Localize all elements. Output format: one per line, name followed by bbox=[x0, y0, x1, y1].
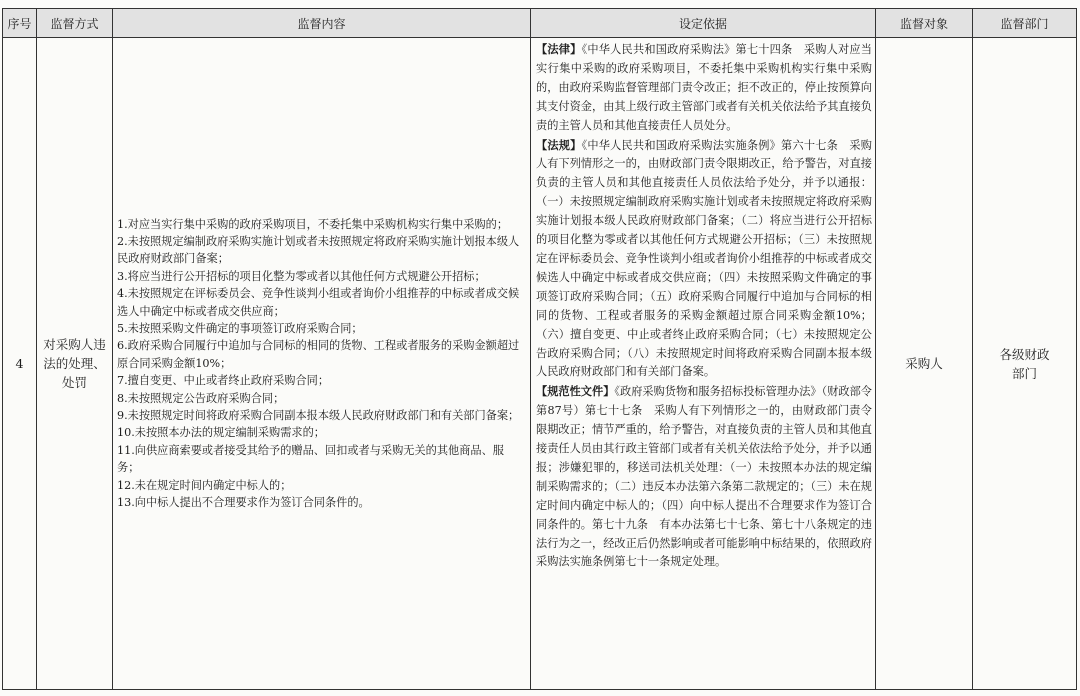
basis-text: 《政府采购货物和服务招标投标管理办法》（财政部令第87号）第七十七条 采购人有下列情形之一的，由财政部门责令限期改正；情节严重的，给予警告，对直接负责的主管人员和其他直接责任人员由其行政主管部门或者有关机关依法给予处分，并予以通报；涉嫌犯罪的，移送司法机关处理：（一）未按照本办法的规定编制采购需求的；（二）违反本办法第六条第二款规定的；（三）未在规定时间内确定中标人的；（四）向中标人提出不合理要求作为签订合同条件的。第七十九条 有本办法第七十七条、第七十八条规定的违法行为之一，经改正后仍然影响或者可能影响中标结果的，依照政府采购法实施条例第七十一条规定处理。 bbox=[536, 385, 872, 569]
header-no: 序号 bbox=[3, 9, 37, 38]
header-department: 监督部门 bbox=[973, 9, 1077, 38]
header-method: 监督方式 bbox=[37, 9, 113, 38]
content-item: 8.未按照规定公告政府采购合同； bbox=[117, 391, 285, 405]
header-basis: 设定依据 bbox=[531, 9, 876, 38]
supervision-content bbox=[113, 38, 531, 690]
table-row bbox=[3, 38, 1077, 690]
basis-normative-document bbox=[536, 382, 872, 572]
basis-tag: 【法规】 bbox=[536, 137, 582, 152]
basis-tag: 【法律】 bbox=[536, 42, 582, 56]
supervision-department: 各级财政部门 bbox=[973, 38, 1077, 690]
supervision-method: 对采购人违法的处理、处罚 bbox=[37, 38, 113, 690]
content-item: 13.向中标人提出不合理要求作为签订合同条件的。 bbox=[117, 496, 370, 510]
content-item: 9.未按照规定时间将政府采购合同副本报本级人民政府财政部门和有关部门备案； bbox=[117, 409, 520, 423]
content-item: 2.未按照规定编制政府采购实施计划或者未按照规定将政府采购实施计划报本级人民政府财政部门备案； bbox=[117, 234, 520, 266]
row-number: 4 bbox=[3, 38, 37, 690]
supervision-target: 采购人 bbox=[876, 38, 973, 690]
content-item: 7.擅自变更、中止或者终止政府采购合同； bbox=[117, 374, 330, 388]
header-content: 监督内容 bbox=[113, 9, 531, 38]
content-item: 11.向供应商索要或者接受其给予的赠品、回扣或者与采购无关的其他商品、服务； bbox=[117, 443, 504, 475]
basis-text: 《中华人民共和国政府采购法实施条例》第六十七条 采购人有下列情形之一的，由财政部门责令限期改正，给予警告，对直接负责的主管人员和其他直接责任人员依法给予处分，并予以通报：（一）未按照规定编制政府采购实施计划或者未按照规定将政府采购实施计划报本级人民政府财政部门备案；（二）将应当进行公开招标的项目化整为零或者以其他任何方式规避公开招标；（三）未按照规定在评标委员会、竞争性谈判小组或者询价小组推荐的中标或者成交候选人中确定中标或者成交供应商；（四）未按照采购文件确定的事项签订政府采购合同；（五）政府采购合同履行中追加与合同标的相同的货物、工程或者服务的采购金额超过原合同采购金额10%；（六）擅自变更、中止或者终止政府采购合同；（七）未按照规定公告政府采购合同；（八）未按照规定时间将政府采购合同副本报本级人民政府财政部门和有关部门备案。 bbox=[536, 138, 872, 379]
content-item: 10.未按照本办法的规定编制采购需求的； bbox=[117, 426, 325, 440]
basis-tag: 【规范性文件】 bbox=[536, 384, 615, 399]
table-header-row bbox=[3, 9, 1077, 38]
content-item: 3.将应当进行公开招标的项目化整为零或者以其他任何方式规避公开招标； bbox=[117, 269, 486, 283]
basis-text: 《中华人民共和国政府采购法》第七十四条 采购人对应当实行集中采购的政府采购项目，不委托集中采购机构实行集中采购的，由政府采购监督管理部门责令改正；拒不改正的，停止按预算向其支付资金，由其上级行政主管部门或者有关机关依法给予其直接负责的主管人员和其他直接责任人员处分。 bbox=[536, 43, 872, 132]
content-item: 5.未按照采购文件确定的事项签订政府采购合同； bbox=[117, 321, 363, 335]
basis-regulation bbox=[536, 136, 872, 383]
basis-law bbox=[536, 40, 872, 136]
content-item: 6.政府采购合同履行中追加与合同标的相同的货物、工程或者服务的采购金额超过原合同采购金额10%； bbox=[117, 339, 520, 370]
content-item: 1.对应当实行集中采购的政府采购项目，不委托集中采购机构实行集中采购的； bbox=[117, 217, 509, 231]
supervision-table bbox=[2, 8, 1077, 690]
legal-basis bbox=[531, 38, 876, 690]
content-item: 12.未在规定时间内确定中标人的； bbox=[117, 478, 292, 492]
header-target: 监督对象 bbox=[876, 9, 973, 38]
content-item: 4.未按照规定在评标委员会、竞争性谈判小组或者询价小组推荐的中标或者成交候选人中确定中标或者成交供应商； bbox=[117, 287, 520, 318]
